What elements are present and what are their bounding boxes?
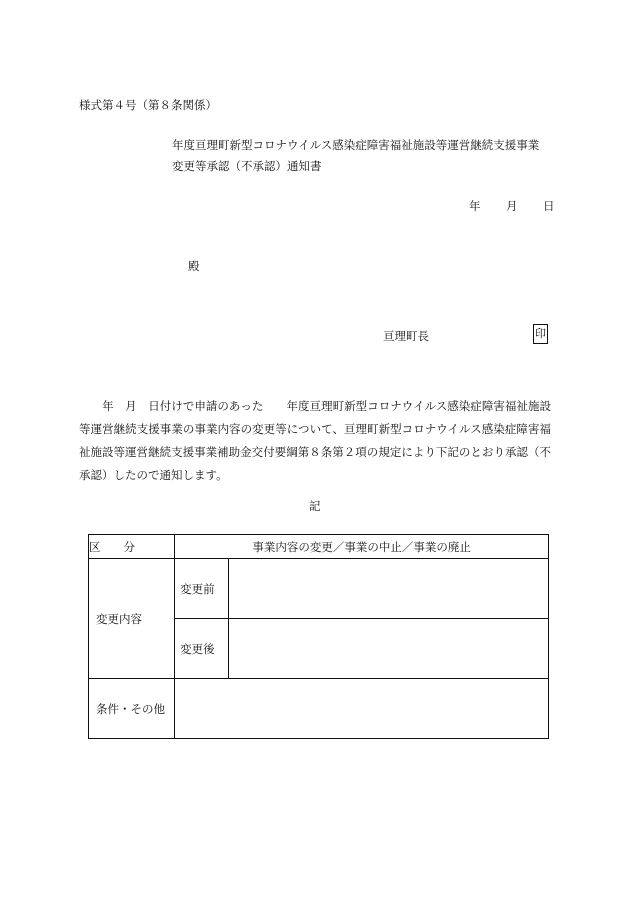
section-label-cell: 区 分 [89, 535, 175, 559]
body-text: 年 月 日付けで申請のあった 年度亘理町新型コロナウイルス感染症障害福祉施設等運営継続支援事業の事業内容の変更等について、亘理町新型コロナウイルス感染症障害福祉施設等運営継続支援事業補助金交付要綱第８条第２項の規定により下記のとおり承認（不承認）したので通知します。 [79, 399, 551, 482]
date-day-label: 日 [543, 199, 555, 213]
section-value-cell: 事業内容の変更／事業の中止／事業の廃止 [175, 535, 549, 559]
table-row-before [89, 559, 549, 619]
change-details-table [88, 534, 549, 739]
after-change-field[interactable] [229, 619, 549, 679]
date-month-label: 月 [506, 199, 518, 213]
seal-box: 印 [533, 324, 548, 344]
form-number: 様式第４号（第８条関係） [79, 98, 217, 112]
after-change-label: 変更後 [175, 619, 229, 679]
body-paragraph [79, 395, 551, 487]
document-title-line-2: 変更等承認（不承認）通知書 [172, 159, 322, 173]
conditions-label: 条件・その他 [89, 679, 175, 739]
addressee-honorific: 殿 [188, 259, 200, 273]
date-year-label: 年 [469, 199, 481, 213]
before-change-label: 変更前 [175, 559, 229, 619]
ki-heading: 記 [309, 499, 321, 513]
document-title-line-1: 年度亘理町新型コロナウイルス感染症障害福祉施設等運営継続支援事業 [172, 138, 540, 152]
issuer-name: 亘理町長 [383, 329, 429, 343]
change-content-label: 変更内容 [89, 559, 175, 679]
table-row-section [89, 535, 549, 559]
before-change-field[interactable] [229, 559, 549, 619]
table-row-conditions [89, 679, 549, 739]
conditions-field[interactable] [175, 679, 549, 739]
date-line [469, 198, 555, 214]
